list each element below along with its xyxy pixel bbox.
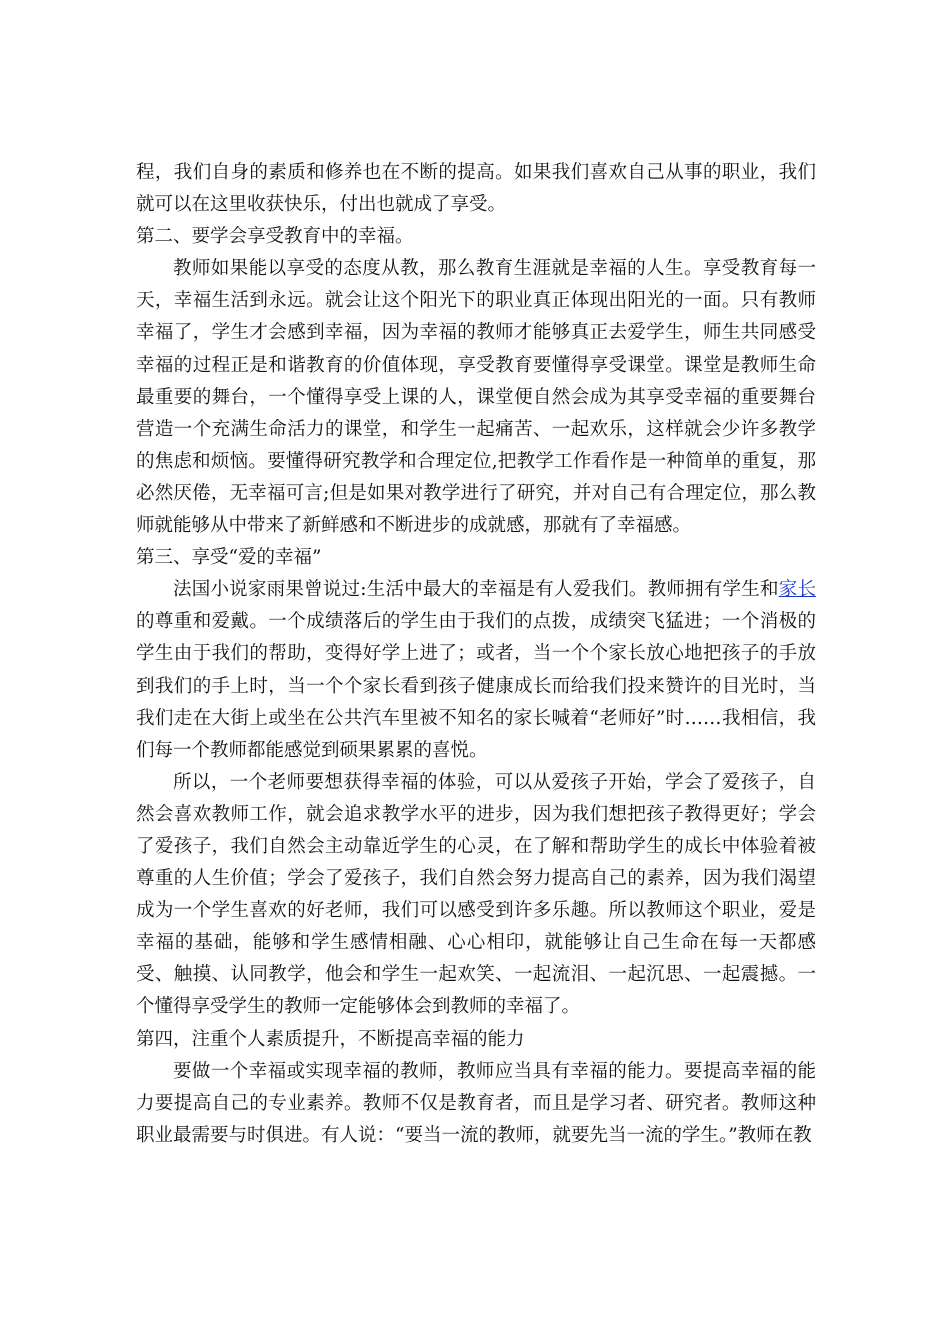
parents-link[interactable]: 家长 [778, 579, 816, 601]
heading-section-2: 第二、要学会享受教育中的幸福。 [136, 226, 414, 248]
paragraph-text-after-link: 的尊重和爱戴。一个成绩落后的学生由于我们的点拨，成绩突飞猛进；一个消极的学生由于我们的帮助，变得好学上进了；或者，当一个个家长放心地把孩子的手放到我们的手上时，当一个个家长看到孩子健康成长而给我们投来赞许的目光时，当我们走在大街上或坐在公共汽车里被不知名的家长喊着“老师好”时……我相信，我们每一个教师都能感觉到硕果累累的喜悦。 [136, 611, 816, 761]
paragraph-section-4: 要做一个幸福或实现幸福的教师，教师应当具有幸福的能力。要提高幸福的能力要提高自己的专业素养。教师不仅是教育者，而且是学习者、研究者。教师这种职业最需要与时俱进。有人说：“要当一流的教师，就要先当一流的学生。”教师在教 [136, 1060, 816, 1146]
paragraph-continuation: 程，我们自身的素质和修养也在不断的提高。如果我们喜欢自己从事的职业，我们就可以在这里收获快乐，付出也就成了享受。 [136, 162, 816, 216]
paragraph-section-2: 教师如果能以享受的态度从教，那么教育生涯就是幸福的人生。享受教育每一天，幸福生活到永远。就会让这个阳光下的职业真正体现出阳光的一面。只有教师幸福了，学生才会感到幸福，因为幸福的教师才能够真正去爱学生，师生共同感受幸福的过程正是和谐教育的价值体现，享受教育要懂得享受课堂。课堂是教师生命最重要的舞台，一个懂得享受上课的人，课堂便自然会成为其享受幸福的重要舞台营造一个充满生命活力的课堂，和学生一起痛苦、一起欢乐，这样就会少许多教学的焦虑和烦恼。要懂得研究教学和合理定位,把教学工作看作是一种简单的重复，那必然厌倦，无幸福可言;但是如果对教学进行了研究，并对自己有合理定位，那么教师就能够从中带来了新鲜感和不断进步的成就感，那就有了幸福感。 [136, 258, 816, 537]
paragraph-section-3-a [136, 574, 816, 767]
heading-section-3: 第三、享受“爱的幸福” [136, 547, 322, 569]
heading-section-4: 第四，注重个人素质提升，不断提高幸福的能力 [136, 1028, 525, 1050]
document-page [136, 157, 816, 1152]
paragraph-text-before-link: 法国小说家雨果曾说过:生活中最大的幸福是有人爱我们。教师拥有学生和 [173, 579, 779, 601]
paragraph-section-3-b: 所以，一个老师要想获得幸福的体验，可以从爱孩子开始，学会了爱孩子，自然会喜欢教师工作，就会追求教学水平的进步，因为我们想把孩子教得更好；学会了爱孩子，我们自然会主动靠近学生的心灵，在了解和帮助学生的成长中体验着被尊重的人生价值；学会了爱孩子，我们自然会努力提高自己的素养，因为我们渴望成为一个学生喜欢的好老师，我们可以感受到许多乐趣。所以教师这个职业，爱是幸福的基础，能够和学生感情相融、心心相印，就能够让自己生命在每一天都感受、触摸、认同教学，他会和学生一起欢笑、一起流泪、一起沉思、一起震撼。一个懂得享受学生的教师一定能够体会到教师的幸福了。 [136, 771, 816, 1018]
